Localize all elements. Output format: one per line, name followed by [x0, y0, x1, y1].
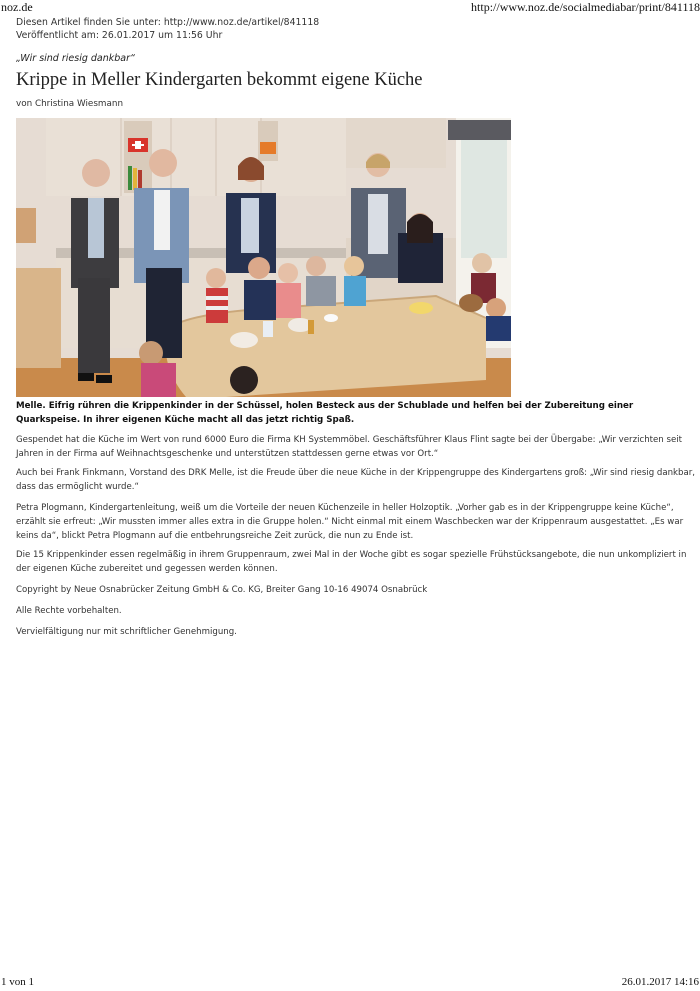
article-paragraph: Die 15 Krippenkinder essen regelmäßig in ihrem Gruppenraum, zwei Mal in der Woche gibt es sogar spezielle Frühstücksangebote, die nun unkompliziert in der eigenen Küche zubereitet und gegessen werden können.: [16, 550, 687, 574]
print-footer-page: 1 von 1: [1, 976, 34, 988]
print-header-site: noz.de: [1, 0, 33, 14]
article-author: von Christina Wiesmann: [16, 99, 124, 109]
article-paragraph: Petra Plogmann, Kindergartenleitung, weiß um die Vorteile der neuen Küchenzeile in heller Holzoptik. „Vorher gab es in der Krippengruppe keine Küche“, erzählt sie erfreut: „Wir mussten immer alles extra in die Gruppe holen.“ Nicht einmal mit einem Waschbecken war der Krippenraum ausgestattet. „Es war keins da“, blickt Petra Plogmann auf die entbehrungsreiche Zeit zurück, die nun zu Ende ist.: [16, 503, 684, 541]
article-title: Krippe in Meller Kindergarten bekommt eigene Küche: [16, 70, 423, 90]
copyright-notice: Copyright by Neue Osnabrücker Zeitung GmbH & Co. KG, Breiter Gang 10-16 49074 Osnabrück: [16, 585, 428, 595]
photo-illustration: [16, 118, 511, 397]
article-paragraph: Gespendet hat die Küche im Wert von rund 6000 Euro die Firma KH Systemmöbel. Geschäftsführer Klaus Flint sagte bei der Übergabe: „Wir verzichten seit Jahren in der Firma auf Weihnachtsgeschenke und unterstützen stattdessen gerne etwas vor Ort.“: [16, 435, 682, 459]
article-paragraph: Auch bei Frank Finkmann, Vorstand des DRK Melle, ist die Freude über die neue Küche in der Krippengruppe des Kindergartens groß: „Wir sind riesig dankbar, dass das ermöglicht wurde.“: [16, 468, 696, 492]
article-body: [16, 399, 700, 639]
print-footer-datetime: 26.01.2017 14:16: [621, 976, 699, 988]
article-photo: [16, 118, 511, 397]
photo-caption: Melle. Eifrig rühren die Krippenkinder in der Schüssel, holen Besteck aus der Schublade und helfen bei der Zubereitung einer Quarkspeise. In ihrer eigenen Küche macht all das jetzt richtig Spaß.: [16, 401, 634, 425]
article-kicker: „Wir sind riesig dankbar“: [16, 53, 135, 64]
reproduction-notice: Vervielfältigung nur mit schriftlicher Genehmigung.: [16, 627, 237, 637]
rights-notice: Alle Rechte vorbehalten.: [16, 606, 122, 616]
source-link-line[interactable]: Diesen Artikel finden Sie unter: http://www.noz.de/artikel/841118: [16, 17, 320, 28]
print-header-url: http://www.noz.de/socialmediabar/print/841118: [471, 0, 700, 14]
article-header: [16, 16, 696, 109]
published-date: Veröffentlicht am: 26.01.2017 um 11:56 Uhr: [16, 30, 223, 41]
